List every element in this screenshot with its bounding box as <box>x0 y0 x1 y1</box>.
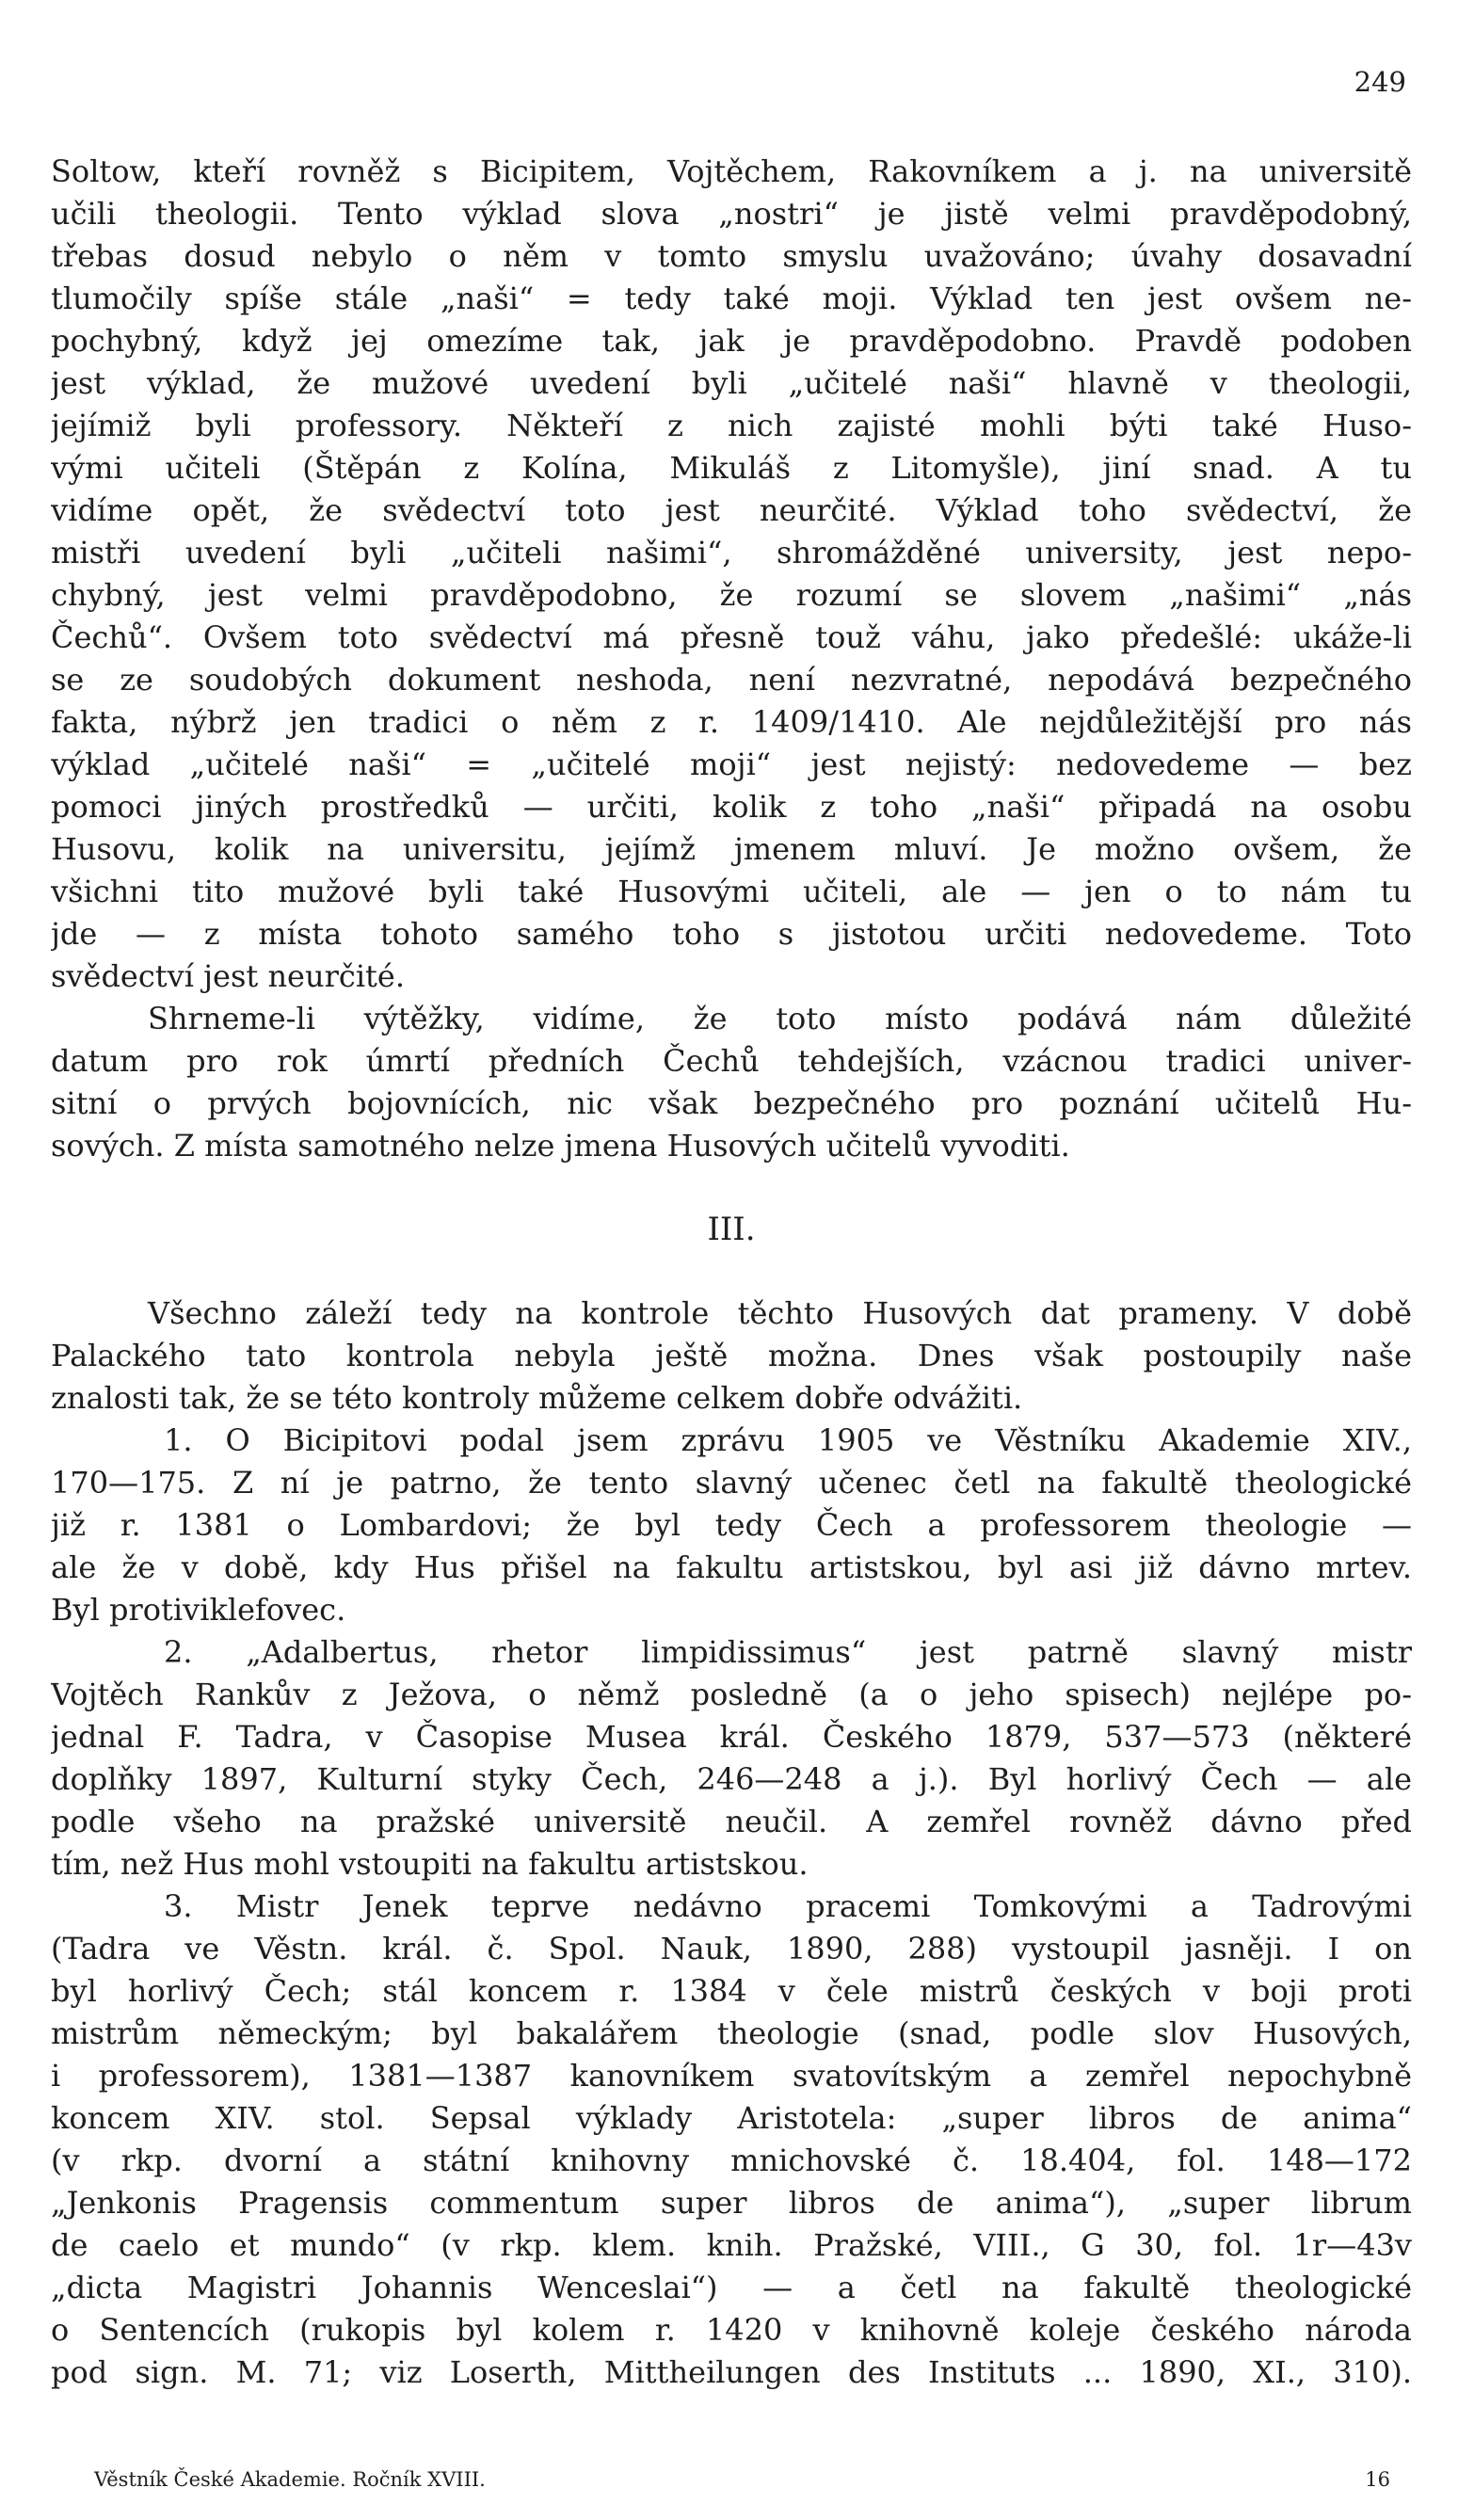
text-line: Vojtěch Rankův z Ježova, o němž posledně (a o jeho spisech) nejlépe po- <box>51 1677 1412 1712</box>
text-line: byl horlivý Čech; stál koncem r. 1384 v čele mistrů českých v boji proti <box>51 1973 1412 2009</box>
text-line: vidíme opět, že svědectví toto jest neurčité. Výklad toho svědectví, že <box>51 492 1412 528</box>
text-line: 2. „Adalbertus, rhetor limpidissimus“ jest patrně slavný mistr <box>164 1634 1412 1670</box>
text-line: pomoci jiných prostředků — určiti, kolik z toho „naši“ připadá na osobu <box>51 789 1412 825</box>
text-line: Čechů“. Ovšem toto svědectví má přesně touž váhu, jako předešlé: ukáže-li <box>51 619 1412 655</box>
text-line: již r. 1381 o Lombardovi; že byl tedy Čech a professorem theologie — <box>51 1507 1412 1543</box>
text-line: jde — z místa tohoto samého toho s jistotou určiti nedovedeme. Toto <box>51 916 1412 952</box>
text-line: se ze soudobých dokument neshoda, není nezvratné, nepodává bezpečného <box>51 662 1412 698</box>
body-text <box>51 151 1412 2394</box>
text-line: tím, než Hus mohl vstoupiti na fakultu artistskou. <box>51 1846 809 1882</box>
text-line: sitní o prvých bojovnících, nic však bezpečného pro poznání učitelů Hu- <box>51 1085 1412 1121</box>
text-line: (v rkp. dvorní a státní knihovny mnichovské č. 18.404, fol. 148—172 <box>51 2143 1412 2178</box>
text-line: znalosti tak, že se této kontroly můžeme celkem dobře odvážiti. <box>51 1380 1023 1416</box>
section-1 <box>51 151 1412 1167</box>
text-line: pod sign. M. 71; viz Loserth, Mittheilungen des Instituts ... 1890, XI., 310). <box>51 2354 1412 2390</box>
text-line: Husovu, kolik na universitu, jejímž jmenem mluví. Je možno ovšem, že <box>51 831 1412 867</box>
text-line: třebas dosud nebylo o něm v tomto smyslu uvažováno; úvahy dosavadní <box>51 238 1412 274</box>
text-line: Soltow, kteří rovněž s Bicipitem, Vojtěchem, Rakovníkem a j. na universitě <box>51 153 1412 189</box>
text-line: 1. O Bicipitovi podal jsem zprávu 1905 ve Věstníku Akademie XIV., <box>164 1422 1412 1458</box>
text-line: „Jenkonis Pragensis commentum super libros de anima“), „super librum <box>51 2185 1412 2221</box>
text-line: učili theologii. Tento výklad slova „nostri“ je jistě velmi pravděpodobný, <box>51 196 1412 232</box>
text-line: výklad „učitelé naši“ = „učitelé moji“ jest nejistý: nedovedeme — bez <box>51 746 1412 782</box>
text-line: všichni tito mužové byli také Husovými učiteli, ale — jen o to nám tu <box>51 874 1412 909</box>
text-line: jest výklad, že mužové uvedení byli „učitelé naši“ hlavně v theologii, <box>51 365 1412 401</box>
text-line: jednal F. Tadra, v Časopise Musea král. Českého 1879, 537—573 (některé <box>51 1719 1412 1755</box>
text-line: mistři uvedení byli „učiteli našimi“, shromážděné university, jest nepo- <box>51 535 1412 570</box>
text-line: Shrneme-li výtěžky, vidíme, že toto místo podává nám důležité <box>148 1001 1412 1036</box>
text-line: vými učiteli (Štěpán z Kolína, Mikuláš z Litomyšle), jiní snad. A tu <box>51 450 1412 486</box>
text-line: koncem XIV. stol. Sepsal výklady Aristotela: „super libros de anima“ <box>51 2100 1412 2136</box>
page-footer <box>94 2468 1390 2491</box>
text-line: 3. Mistr Jenek teprve nedávno pracemi Tomkovými a Tadrovými <box>164 1888 1412 1924</box>
text-line: sových. Z místa samotného nelze jmena Husových učitelů vyvoditi. <box>51 1128 1070 1164</box>
text-line: fakta, nýbrž jen tradici o něm z r. 1409/1410. Ale nejdůležitější pro nás <box>51 704 1412 740</box>
text-line: i professorem), 1381—1387 kanovníkem svatovítským a zemřel nepochybně <box>51 2058 1412 2094</box>
text-line: podle všeho na pražské universitě neučil. A zemřel rovněž dávno před <box>51 1804 1412 1839</box>
text-line: doplňky 1897, Kulturní styky Čech, 246—248 a j.). Byl horlivý Čech — ale <box>51 1761 1412 1797</box>
text-line: Palackého tato kontrola nebyla ještě možna. Dnes však postoupily naše <box>51 1338 1412 1373</box>
text-line: chybný, jest velmi pravděpodobno, že rozumí se slovem „našimi“ „nás <box>51 577 1412 613</box>
text-line: svědectví jest neurčité. <box>51 958 406 994</box>
text-line: tlumočily spíše stále „naši“ = tedy také moji. Výklad ten jest ovšem ne- <box>51 281 1412 316</box>
section-heading: III. <box>707 1211 756 1248</box>
section-2 <box>51 1292 1412 2394</box>
text-line: Byl protiviklefovec. <box>51 1592 346 1628</box>
text-line: de caelo et mundo“ (v rkp. klem. knih. Pražské, VIII., G 30, fol. 1r—43v <box>51 2227 1412 2263</box>
text-line: 170—175. Z ní je patrno, že tento slavný učenec četl na fakultě theologické <box>51 1465 1412 1501</box>
text-line: jejímiž byli professory. Někteří z nich zajisté mohli býti také Huso- <box>51 408 1412 443</box>
journal-title: Věstník České Akademie. Ročník XVIII. <box>94 2468 486 2491</box>
text-line: „dicta Magistri Johannis Wenceslai“) — a četl na fakultě theologické <box>51 2270 1412 2305</box>
text-line: pochybný, když jej omezíme tak, jak je pravděpodobno. Pravdě podoben <box>51 323 1412 359</box>
text-line: (Tadra ve Věstn. král. č. Spol. Nauk, 1890, 288) vystoupil jasněji. I on <box>51 1931 1412 1966</box>
text-line: mistrům německým; byl bakalářem theologie (snad, podle slov Husových, <box>51 2015 1412 2051</box>
text-line: datum pro rok úmrtí předních Čechů tehdejších, vzácnou tradici univer- <box>51 1043 1412 1079</box>
sheet-signature: 16 <box>1365 2468 1390 2491</box>
text-line: Všechno záleží tedy na kontrole těchto Husových dat prameny. V době <box>148 1295 1412 1331</box>
page-number: 249 <box>1354 66 1406 98</box>
text-line: o Sentencích (rukopis byl kolem r. 1420 v knihovně koleje českého národa <box>51 2312 1412 2348</box>
text-line: ale že v době, kdy Hus přišel na fakultu artistskou, byl asi již dávno mrtev. <box>51 1549 1412 1585</box>
